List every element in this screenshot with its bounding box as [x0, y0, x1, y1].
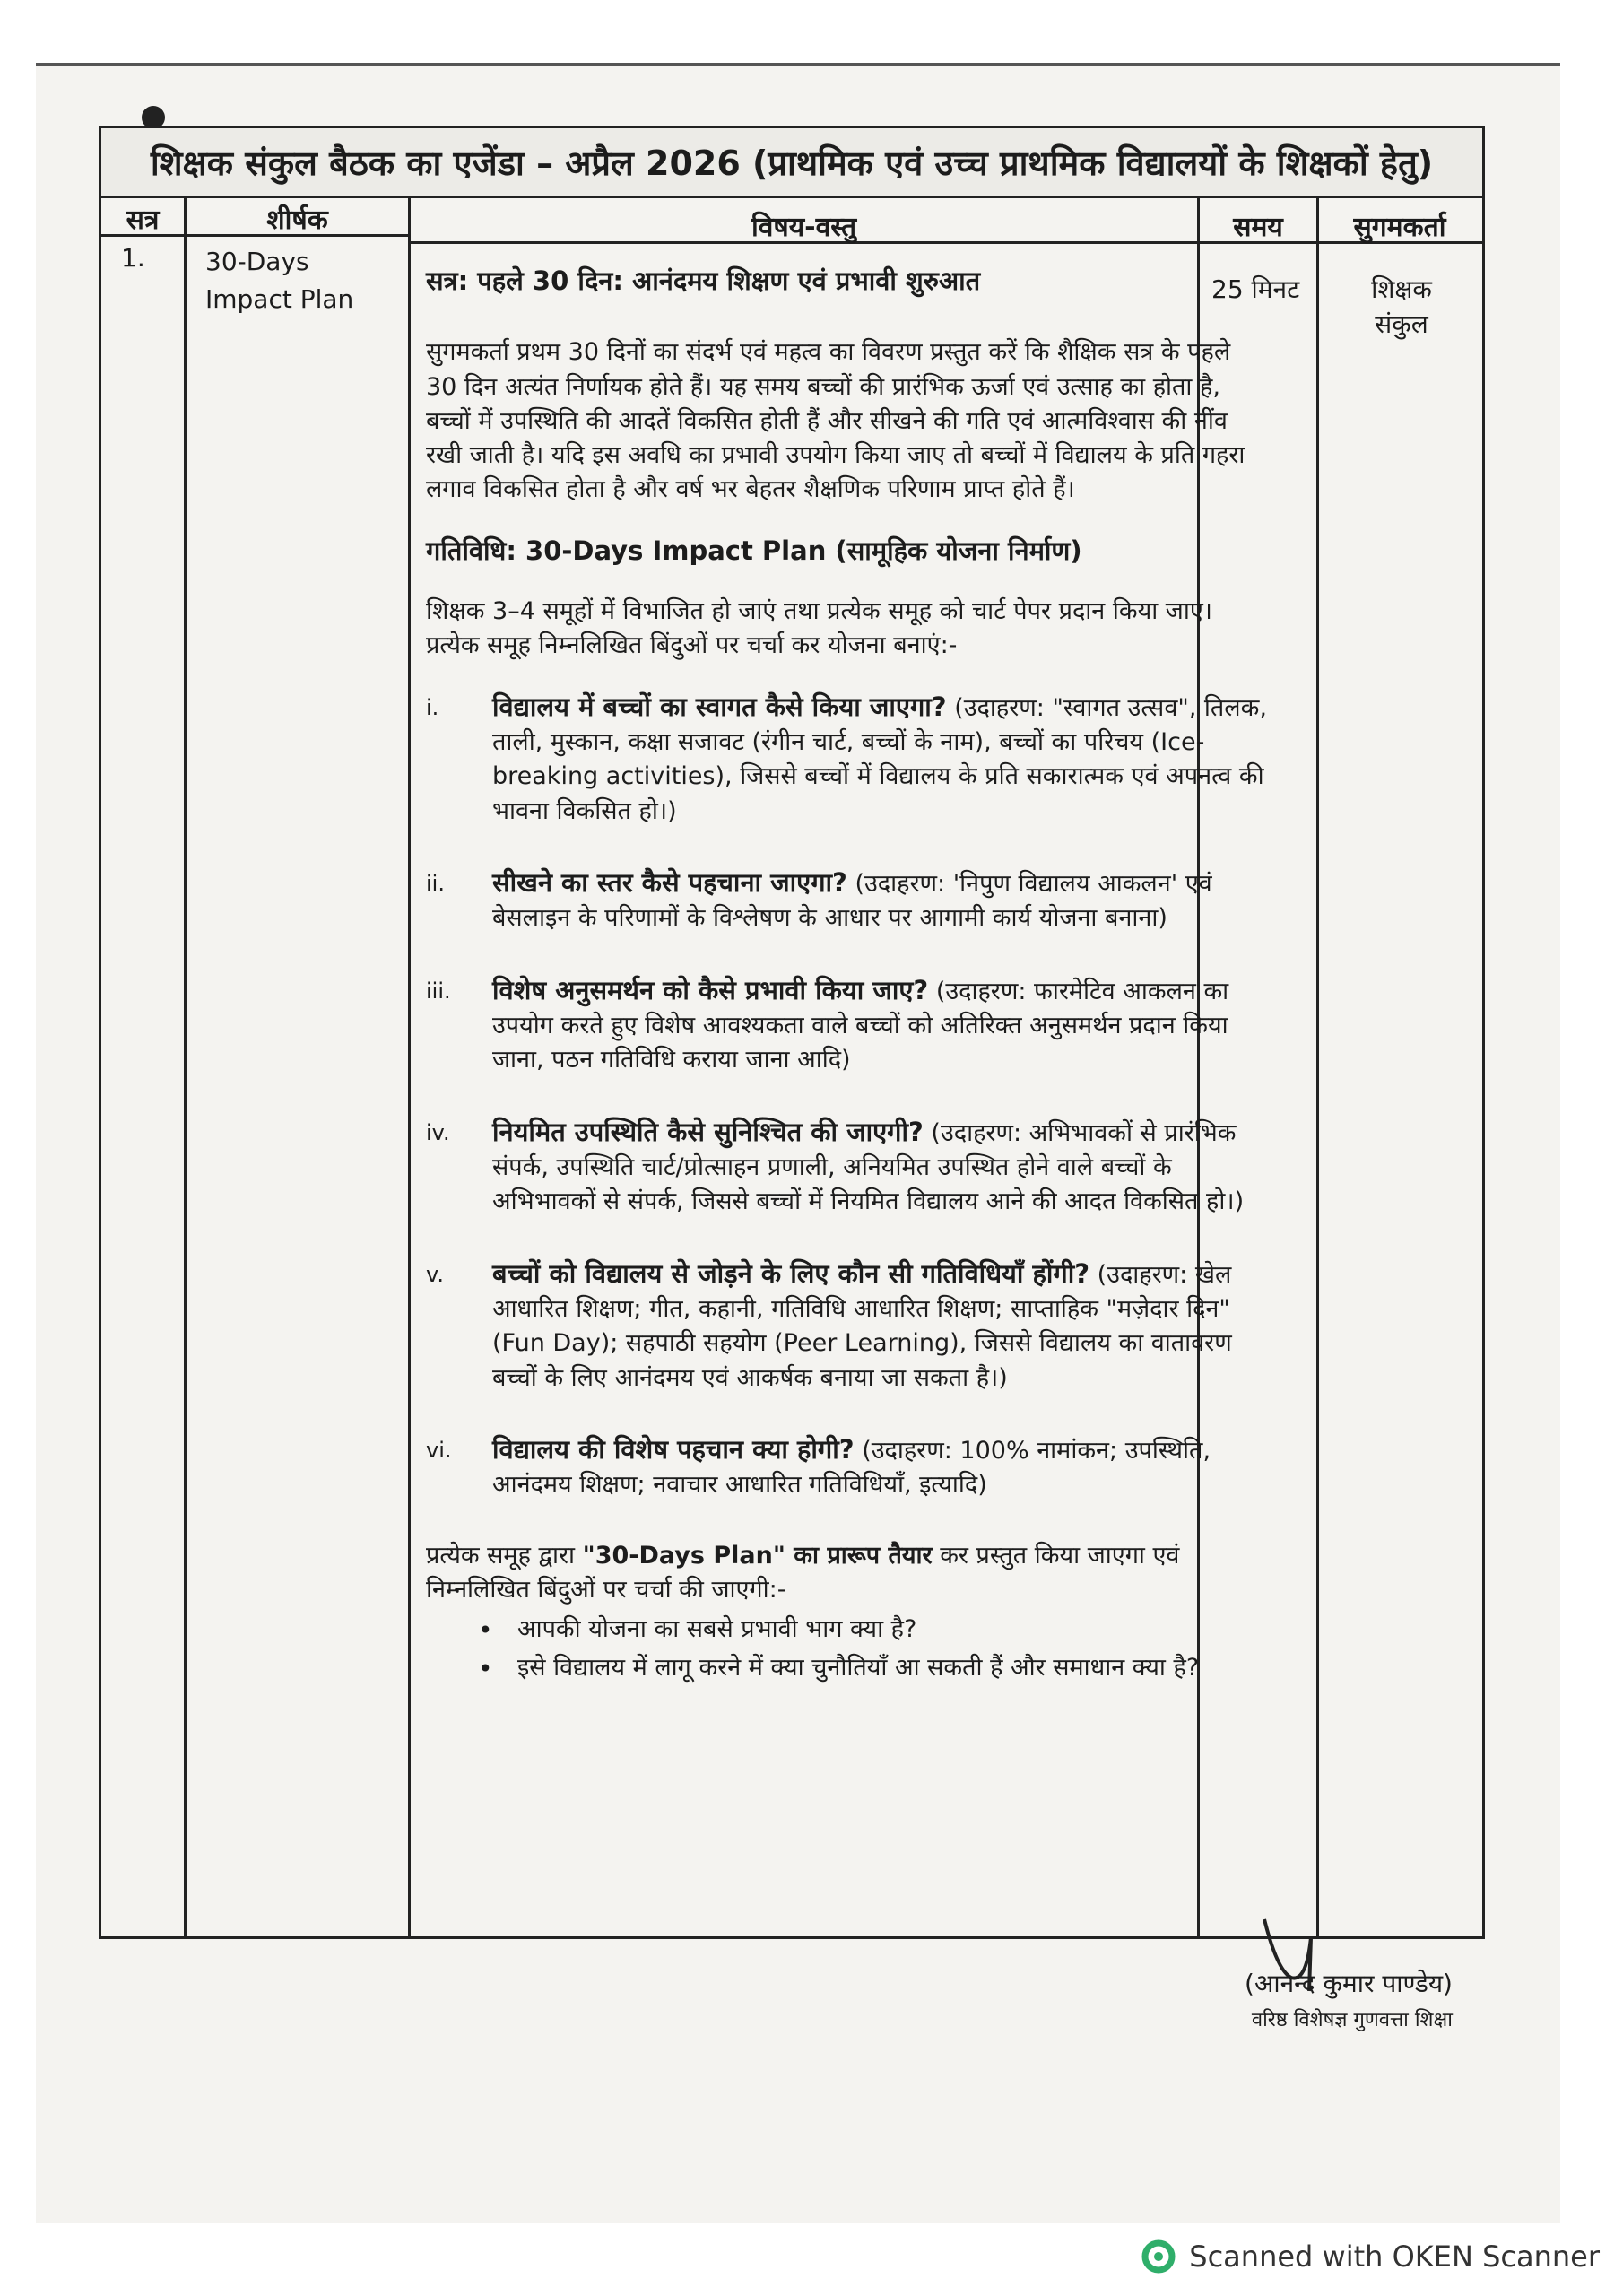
list-item: ii. सीखने का स्तर कैसे पहचाना जाएगा? (उदाहरण: 'निपुण विद्यालय आकलन' एवं बेसलाइन के परिणामों के विश्लेषण के आधार पर आगामी कार्य योजना बनाना) — [426, 866, 1212, 933]
list-item: iv. नियमित उपस्थिति कैसे सुनिश्चित की जाएगी? (उदाहरण: अभिभावकों से प्रारंभिक संपर्क, उपस्थिति चार्ट/प्रोत्साहन प्रणाली, अनियमित उपस्थित होने वाले बच्चों के अभिभावकों से संपर्क, जिससे बच्चों में नियमित विद्यालय आने की आदत विकसित हो।) — [426, 1116, 1245, 1216]
discussion-points — [426, 689, 1269, 1503]
row-facilitator: शिक्षक संकुल — [1371, 274, 1432, 340]
signatory-name: (आनन्द कुमार पाण्डेय) — [1245, 1969, 1453, 1998]
activity-title: गतिविधि: 30-Days Impact Plan (सामूहिक योजना निर्माण) — [426, 535, 1082, 566]
header-topic: शीर्षक — [266, 204, 328, 236]
list-item: • इसे विद्यालय में लागू करने में क्या चुनौतियाँ आ सकती हैं और समाधान क्या है? — [478, 1651, 1269, 1685]
list-item: v. बच्चों को विद्यालय से जोड़ने के लिए कौन सी गतिविधियाँ होंगी? (उदाहरण: खेल आधारित शिक्षण; गीत, कहानी, गतिविधि आधारित शिक्षण; साप्ताहिक "मज़ेदार दिन" (Fun Day); सहपाठी सहयोग (Peer Learning), जिससे विद्यालय का वातावरण बच्चों के लिए आनंदमय एवं आकर्षक बनाया जा सकता है।) — [426, 1257, 1232, 1392]
list-item: vi. विद्यालय की विशेष पहचान क्या होगी? (उदाहरण: 100% नामांकन; उपस्थिति, आनंदमय शिक्षण; नवाचार आधारित गतिविधियाँ, इत्यादि) — [426, 1433, 1211, 1500]
signatory-designation: वरिष्ठ विशेषज्ञ गुणवत्ता शिक्षा — [1251, 2009, 1453, 2031]
row-topic: 30-Days Impact Plan — [205, 247, 354, 314]
scanner-text: Scanned with OKEN Scanner — [1189, 2239, 1600, 2274]
list-item: i. विद्यालय में बच्चों का स्वागत कैसे किया जाएगा? (उदाहरण: "स्वागत उत्सव", तिलक, ताली, मुस्कान, कक्षा सजावट (रंगीन चार्ट, बच्चों के नाम), बच्चों का परिचय (Ice-breaking activities), जिससे बच्चों में विद्यालय के प्रति सकारात्मक एवं अपनत्व की भावना विकसित हो।) — [426, 691, 1267, 825]
list-item: • आपकी योजना का सबसे प्रभावी भाग क्या है? — [478, 1613, 1269, 1647]
bullet-list — [478, 1613, 1269, 1685]
document-title: शिक्षक संकुल बैठक का एजेंडा – अप्रैल 2026 (प्राथमिक एवं उच्च प्राथमिक विद्यालयों के शिक्षकों हेतु) — [99, 126, 1485, 198]
oken-logo-icon — [1141, 2239, 1176, 2274]
header-content: विषय-वस्तु — [751, 212, 857, 243]
activity-intro: शिक्षक 3–4 समूहों में विभाजित हो जाएं तथा प्रत्येक समूह को चार्ट पेपर प्रदान किया जाए। प्रत्येक समूह निम्नलिखित बिंदुओं पर चर्चा कर योजना बनाएं:- — [426, 596, 1212, 660]
row-number: 1. — [121, 243, 145, 273]
signatory-block — [1245, 1966, 1453, 2032]
list-item: iii. विशेष अनुसमर्थन को कैसे प्रभावी किया जाए? (उदाहरण: फारमेटिव आकलन का उपयोग करते हुए विशेष आवश्यकता वाले बच्चों को अतिरिक्त अनुसमर्थन प्रदान किया जाना, पठन गतिविधि कराया जाना आदि) — [426, 974, 1229, 1074]
session-title: सत्र: पहले 30 दिन: आनंदमय शिक्षण एवं प्रभावी शुरुआत — [426, 265, 981, 296]
header-time: समय — [1233, 212, 1283, 243]
header-session: सत्र — [126, 204, 160, 236]
row-time: 25 मिनट — [1211, 274, 1300, 304]
session-intro: सुगमकर्ता प्रथम 30 दिनों का संदर्भ एवं महत्व का विवरण प्रस्तुत करें कि शैक्षिक सत्र के पहले 30 दिन अत्यंत निर्णायक होते हैं। यह समय बच्चों की प्रारंभिक ऊर्जा एवं उत्साह का होता है, बच्चों में उपस्थिति की आदतें विकसित होती हैं और सीखने की गति एवं आत्मविश्वास की नींव रखी जाती है। यदि इस अवधि का प्रभावी उपयोग किया जाए तो बच्चों में विद्यालय के प्रति गहरा लगाव विकसित होता है और वर्ष भर बेहतर शैक्षणिक परिणाम प्राप्त होते हैं। — [426, 338, 1245, 504]
closing-text: प्रत्येक समूह द्वारा "30-Days Plan" का प्रारूप तैयार कर प्रस्तुत किया जाएगा एवं निम्नलिखित बिंदुओं पर चर्चा की जाएगी:- — [426, 1541, 1180, 1604]
header-facilitator: सुगमकर्ता — [1353, 212, 1446, 243]
content-cell — [426, 263, 1269, 1689]
agenda-table — [99, 196, 1485, 1939]
scanner-watermark — [1141, 2239, 1600, 2274]
